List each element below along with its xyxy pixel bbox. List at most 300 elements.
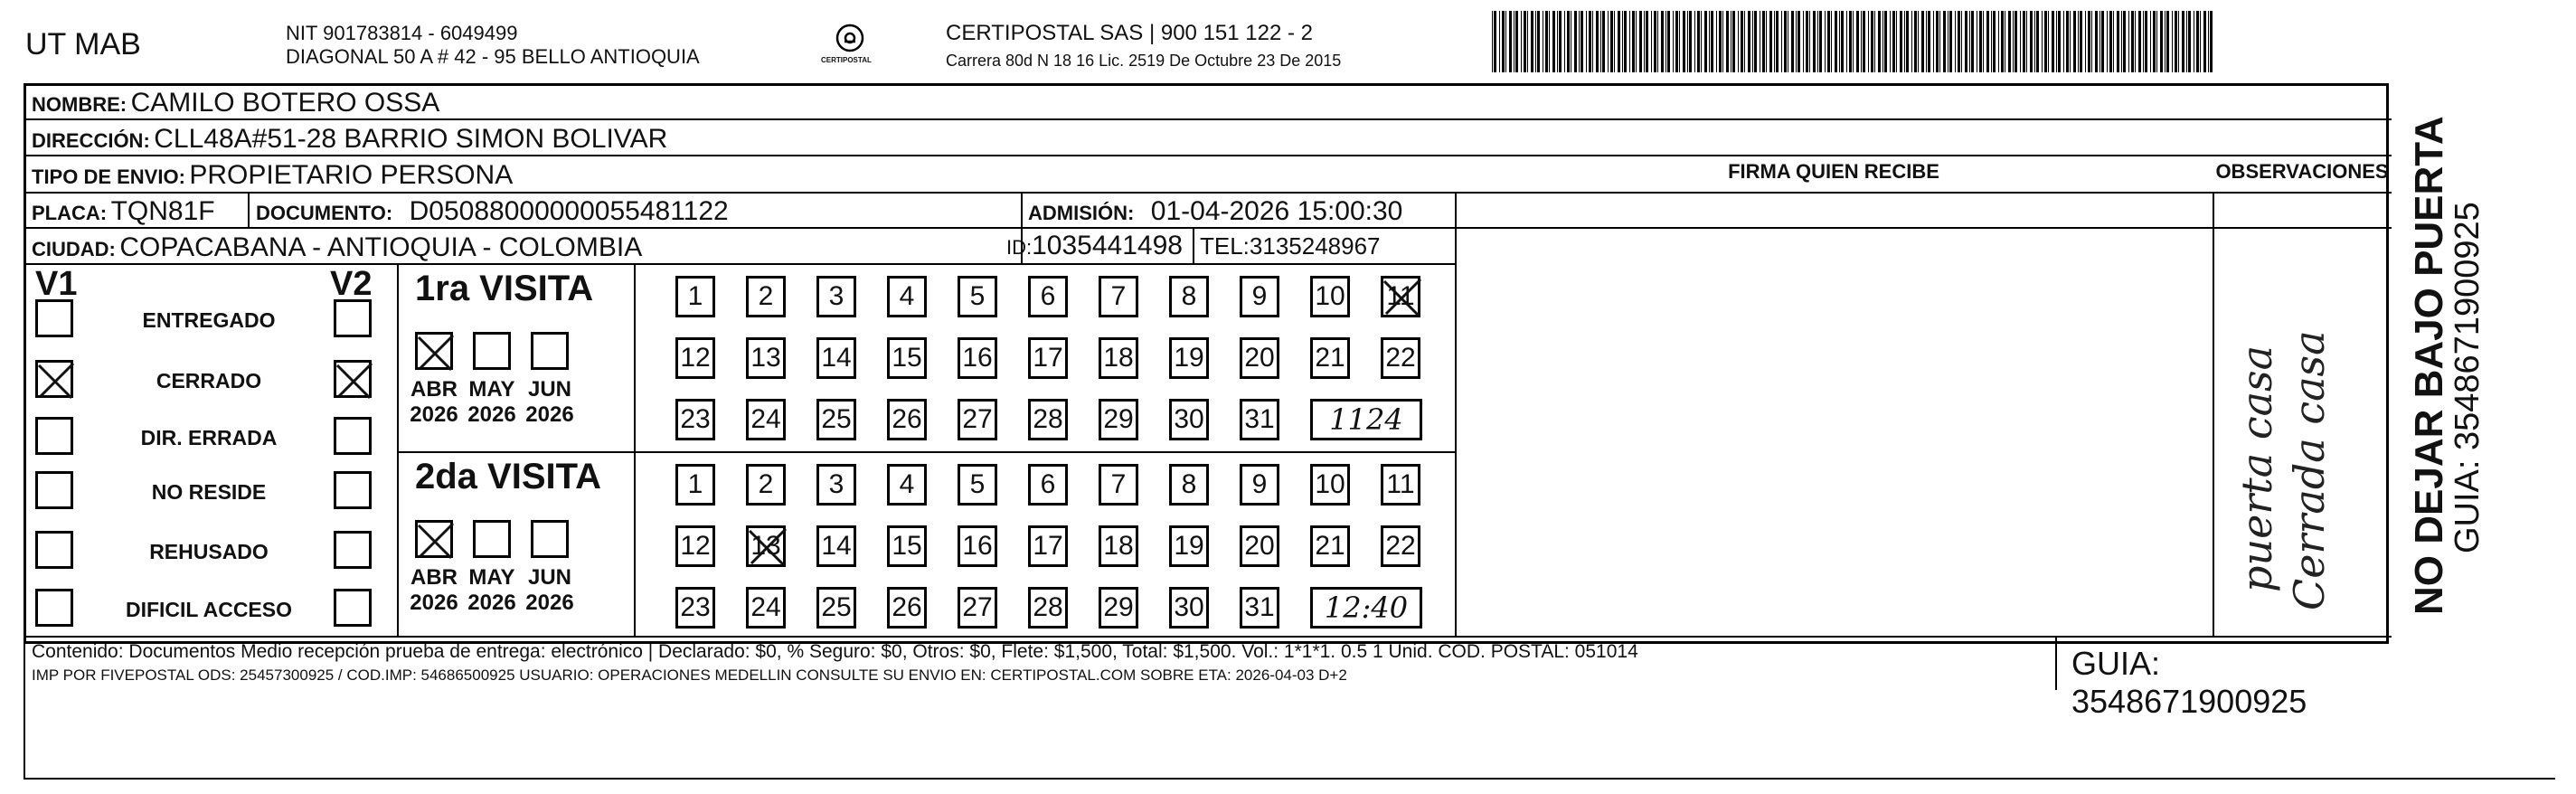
barcode-bar: [2101, 11, 2104, 72]
barcode-bar: [2203, 11, 2206, 72]
month-label: [518, 377, 581, 428]
month-name: ABR: [410, 565, 458, 590]
barcode-bar: [2088, 11, 2090, 72]
day-box[interactable]: 14: [816, 337, 856, 379]
barcode-bar: [1748, 11, 1750, 72]
v2-checkbox-entregado[interactable]: [334, 299, 372, 337]
barcode-bar: [1983, 11, 1984, 72]
status-label: ENTREGADO: [142, 308, 276, 332]
v1-checkbox-dificil-acceso[interactable]: [35, 589, 73, 627]
visit-2-time[interactable]: 12:40: [1310, 587, 1422, 629]
barcode-bar: [1878, 11, 1881, 72]
day-box[interactable]: 31: [1240, 587, 1279, 629]
barcode-bar: [1784, 11, 1787, 72]
day-box[interactable]: 20: [1240, 525, 1279, 567]
day-box[interactable]: 25: [816, 399, 856, 440]
barcode-bar: [2013, 11, 2014, 72]
ciudad-row: [32, 232, 642, 263]
barcode-bar: [1624, 11, 1627, 72]
barcode-bar: [2153, 11, 2156, 72]
day-box[interactable]: 30: [1169, 399, 1209, 440]
barcode-bar: [2121, 11, 2122, 72]
barcode-bar: [1798, 11, 1800, 72]
day-box[interactable]: 23: [675, 587, 715, 629]
day-box[interactable]: 28: [1028, 587, 1068, 629]
visit-1-month-checkbox-abr[interactable]: [415, 332, 453, 370]
month-label: [402, 377, 466, 428]
barcode-bar: [1933, 11, 1934, 72]
barcode-bar: [2095, 11, 2098, 72]
barcode-bar: [2015, 11, 2017, 72]
day-box[interactable]: 27: [958, 399, 997, 440]
barcode-bar: [1596, 11, 1599, 72]
courier-license: Carrera 80d N 18 16 Lic. 2519 De Octubre 23 De 2015: [946, 52, 1342, 70]
day-box[interactable]: 2: [746, 464, 786, 506]
barcode-bar: [1825, 11, 1826, 72]
day-box[interactable]: 30: [1169, 587, 1209, 629]
direccion-row: [32, 124, 667, 155]
day-box[interactable]: 21: [1310, 337, 1350, 379]
day-box[interactable]: 26: [887, 587, 927, 629]
barcode-bar: [2113, 11, 2114, 72]
footer-print-info: IMP POR FIVEPOSTAL ODS: 25457300925 / COD.IMP: 54686500925 USUARIO: OPERACIONES MEDELLIN CONSULTE SU ENVIO EN: CERTIPOSTAL.COM SOBRE ETA: 2026-04-03 D+2: [32, 666, 1347, 684]
barcode-bar: [2091, 11, 2092, 72]
barcode: [1492, 11, 2215, 72]
status-label: DIR. ERRADA: [140, 426, 278, 449]
barcode-bar: [1639, 11, 1642, 72]
day-box[interactable]: 27: [958, 587, 997, 629]
day-box[interactable]: 24: [746, 587, 786, 629]
barcode-bar: [1835, 11, 1837, 72]
barcode-bar: [1592, 11, 1593, 72]
barcode-bar: [1527, 11, 1528, 72]
footer-guia: GUIA: 3548671900925: [2071, 645, 2307, 720]
check-mark-icon: [415, 332, 457, 373]
barcode-bar: [2138, 11, 2141, 72]
barcode-bar: [1535, 11, 1536, 72]
barcode-bar: [1531, 11, 1533, 72]
day-box[interactable]: 24: [746, 399, 786, 440]
barcode-bar: [1632, 11, 1635, 72]
day-box[interactable]: 10: [1310, 464, 1350, 506]
day-box[interactable]: 8: [1169, 464, 1209, 506]
day-box[interactable]: 9: [1240, 276, 1279, 317]
barcode-bar: [1646, 11, 1648, 72]
barcode-bar: [2208, 11, 2209, 72]
barcode-bar: [1921, 11, 1924, 72]
day-box[interactable]: 10: [1310, 276, 1350, 317]
barcode-bar: [1683, 11, 1685, 72]
company-name: UT MAB: [25, 27, 141, 61]
barcode-bar: [1809, 11, 1810, 72]
barcode-bar: [1694, 11, 1695, 72]
barcode-bar: [2026, 11, 2027, 72]
documento-value: D05088000000055481122: [409, 196, 729, 226]
nombre-row: [32, 88, 439, 118]
day-box[interactable]: 29: [1099, 587, 1138, 629]
day-box[interactable]: 14: [816, 525, 856, 567]
barcode-bar: [2178, 11, 2179, 72]
day-box[interactable]: 2: [746, 276, 786, 317]
day-box[interactable]: 19: [1169, 337, 1209, 379]
day-box[interactable]: 12: [675, 337, 715, 379]
barcode-bar: [2056, 11, 2057, 72]
barcode-bar: [2117, 11, 2119, 72]
day-box[interactable]: 15: [887, 337, 927, 379]
barcode-bar: [1791, 11, 1794, 72]
day-box[interactable]: 16: [958, 337, 997, 379]
admision-label: ADMISIÓN:: [1028, 202, 1135, 224]
barcode-bar: [1552, 11, 1555, 72]
direccion-label: DIRECCIÓN:: [32, 129, 150, 152]
month-name: MAY: [468, 565, 515, 590]
barcode-bar: [1955, 11, 1956, 72]
barcode-bar: [1863, 11, 1865, 72]
barcode-bar: [2131, 11, 2134, 72]
barcode-bar: [1998, 11, 1999, 72]
left-rule: [24, 644, 25, 780]
barcode-bar: [2073, 11, 2076, 72]
barcode-bar: [1752, 11, 1753, 72]
barcode-bar: [2023, 11, 2025, 72]
barcode-bar: [1969, 11, 1970, 72]
day-box[interactable]: 18: [1099, 525, 1138, 567]
barcode-bar: [1515, 11, 1518, 72]
barcode-bar: [1636, 11, 1637, 72]
courier-info: [946, 20, 1341, 74]
visit-2-month-checkbox-may[interactable]: [473, 520, 511, 558]
day-box[interactable]: 4: [887, 276, 927, 317]
day-box[interactable]: 21: [1310, 525, 1350, 567]
barcode-bar: [1509, 11, 1512, 72]
barcode-bar: [1874, 11, 1875, 72]
barcode-bar: [1697, 11, 1700, 72]
month-name: MAY: [468, 377, 515, 402]
tipo-value: PROPIETARIO PERSONA: [189, 160, 514, 190]
day-box[interactable]: 1: [675, 464, 715, 506]
v1-checkbox-no-reside[interactable]: [35, 471, 73, 509]
barcode-bar: [2165, 11, 2166, 72]
barcode-bar: [1709, 11, 1710, 72]
placa-row: [32, 196, 215, 227]
footer-content: Contenido: Documentos Medio recepción prueba de entrega: electrónico | Declarado: $0, % Seguro: $0, Otros: $0, Flete: $1,500, Total: $1,500. Vol.: 1*1*1. 0.5 1 Unid. COD. POSTAL: 051014: [32, 641, 1638, 662]
month-label: [402, 565, 466, 616]
barcode-bar: [1986, 11, 1989, 72]
id-row: [1006, 231, 1183, 261]
v1-checkbox-rehusado[interactable]: [35, 531, 73, 569]
barcode-bar: [1679, 11, 1680, 72]
barcode-bar: [1926, 11, 1927, 72]
barcode-bar: [1971, 11, 1974, 72]
documento-row: [256, 196, 729, 227]
barcode-bar: [2042, 11, 2043, 72]
barcode-bar: [1993, 11, 1996, 72]
day-box[interactable]: 29: [1099, 399, 1138, 440]
barcode-bar: [1871, 11, 1873, 72]
barcode-bar: [1732, 11, 1735, 72]
company-address: DIAGONAL 50 A # 42 - 95 BELLO ANTIOQUIA: [286, 45, 700, 68]
barcode-bar: [1936, 11, 1939, 72]
barcode-bar: [2034, 11, 2035, 72]
barcode-bar: [2030, 11, 2033, 72]
status-label: DIFICIL ACCESO: [125, 598, 292, 621]
barcode-bar: [1806, 11, 1808, 72]
visit-title-1: 1ra VISITA: [415, 269, 594, 308]
barcode-bar: [2109, 11, 2112, 72]
barcode-bar: [2156, 11, 2157, 72]
barcode-bar: [2210, 11, 2213, 72]
documento-label: DOCUMENTO:: [256, 202, 393, 224]
barcode-bar: [1991, 11, 1992, 72]
barcode-bar: [1906, 11, 1909, 72]
day-box[interactable]: 11: [1381, 464, 1420, 506]
v2-checkbox-cerrado[interactable]: [334, 360, 372, 398]
month-year: 2026: [410, 402, 458, 427]
barcode-bar: [1776, 11, 1779, 72]
barcode-bar: [1492, 11, 1493, 72]
firma-header: FIRMA QUIEN RECIBE: [1728, 160, 1939, 183]
barcode-bar: [1849, 11, 1852, 72]
barcode-bar: [1661, 11, 1664, 72]
barcode-bar: [1600, 11, 1601, 72]
barcode-bar: [1608, 11, 1609, 72]
barcode-bar: [1581, 11, 1583, 72]
barcode-bar: [1861, 11, 1862, 72]
day-box[interactable]: 3: [816, 276, 856, 317]
barcode-bar: [1701, 11, 1702, 72]
day-box[interactable]: 26: [887, 399, 927, 440]
barcode-bar: [2099, 11, 2100, 72]
barcode-bar: [1846, 11, 1847, 72]
visit-1-month-checkbox-jun[interactable]: [531, 332, 569, 370]
barcode-bar: [1602, 11, 1605, 72]
day-box[interactable]: 6: [1028, 276, 1068, 317]
barcode-bar: [2175, 11, 2177, 72]
day-box[interactable]: 31: [1240, 399, 1279, 440]
visit-2-month-checkbox-abr[interactable]: [415, 520, 453, 558]
day-box[interactable]: 4: [887, 464, 927, 506]
nombre-value: CAMILO BOTERO OSSA: [130, 88, 440, 118]
barcode-bar: [1890, 11, 1891, 72]
admision-row: [1028, 196, 1402, 227]
month-label: [460, 377, 524, 428]
v1-header: V1: [35, 265, 78, 303]
barcode-bar: [1741, 11, 1743, 72]
status-label: NO RESIDE: [151, 480, 267, 504]
tipo-label: TIPO DE ENVIO:: [32, 165, 185, 188]
day-box[interactable]: 9: [1240, 464, 1279, 506]
barcode-bar: [1589, 11, 1591, 72]
barcode-bar: [1505, 11, 1506, 72]
barcode-bar: [1654, 11, 1656, 72]
barcode-bar: [1614, 11, 1615, 72]
v2-checkbox-dir-errada[interactable]: [334, 417, 372, 455]
day-box[interactable]: 15: [887, 525, 927, 567]
ciudad-value: COPACABANA - ANTIOQUIA - COLOMBIA: [119, 232, 643, 262]
day-box[interactable]: 18: [1099, 337, 1138, 379]
day-box[interactable]: 11: [1381, 276, 1420, 317]
barcode-bar: [1644, 11, 1645, 72]
barcode-bar: [1884, 11, 1887, 72]
day-box[interactable]: 12: [675, 525, 715, 567]
day-box[interactable]: 5: [958, 464, 997, 506]
barcode-bar: [1939, 11, 1940, 72]
day-box[interactable]: 25: [816, 587, 856, 629]
v1-checkbox-entregado[interactable]: [35, 299, 73, 337]
barcode-bar: [2196, 11, 2199, 72]
day-box[interactable]: 20: [1240, 337, 1279, 379]
tel-row: [1200, 232, 1381, 260]
day-box[interactable]: 7: [1099, 464, 1138, 506]
barcode-bar: [1914, 11, 1917, 72]
day-box[interactable]: 16: [958, 525, 997, 567]
barcode-bar: [1521, 11, 1522, 72]
day-box[interactable]: 5: [958, 276, 997, 317]
barcode-bar: [2107, 11, 2108, 72]
barcode-bar: [1657, 11, 1658, 72]
month-label: [460, 565, 524, 616]
barcode-bar: [1827, 11, 1830, 72]
check-mark-icon: [746, 525, 789, 569]
barcode-bar: [1965, 11, 1967, 72]
barcode-bar: [1673, 11, 1674, 72]
day-box[interactable]: 17: [1028, 337, 1068, 379]
barcode-bar: [1499, 11, 1500, 72]
visit-1-month-checkbox-may[interactable]: [473, 332, 511, 370]
barcode-bar: [2085, 11, 2086, 72]
barcode-bar: [2020, 11, 2021, 72]
v2-checkbox-dificil-acceso[interactable]: [334, 589, 372, 627]
v2-checkbox-no-reside[interactable]: [334, 471, 372, 509]
company-nit: NIT 901783814 - 6049499: [286, 22, 518, 44]
check-mark-icon: [334, 360, 375, 402]
v1-checkbox-dir-errada[interactable]: [35, 417, 73, 455]
observaciones-header: OBSERVACIONES: [2215, 160, 2389, 183]
barcode-bar: [1726, 11, 1729, 72]
nombre-label: NOMBRE:: [32, 93, 127, 116]
barcode-bar: [1537, 11, 1540, 72]
barcode-bar: [1896, 11, 1897, 72]
month-year: 2026: [467, 591, 516, 615]
barcode-bar: [1853, 11, 1854, 72]
day-box[interactable]: 3: [816, 464, 856, 506]
day-box[interactable]: 13: [746, 337, 786, 379]
barcode-bar: [1629, 11, 1630, 72]
day-box[interactable]: 7: [1099, 276, 1138, 317]
barcode-bar: [2044, 11, 2047, 72]
barcode-bar: [2058, 11, 2061, 72]
barcode-bar: [2135, 11, 2136, 72]
barcode-bar: [1667, 11, 1670, 72]
barcode-bar: [1651, 11, 1652, 72]
day-box[interactable]: 28: [1028, 399, 1068, 440]
guide-form: [24, 83, 2389, 720]
month-year: 2026: [525, 402, 574, 427]
barcode-bar: [1949, 11, 1952, 72]
month-name: JUN: [527, 377, 571, 402]
ciudad-label: CIUDAD:: [32, 238, 116, 260]
barcode-bar: [2001, 11, 2004, 72]
barcode-bar: [1819, 11, 1822, 72]
barcode-bar: [1856, 11, 1859, 72]
barcode-bar: [1762, 11, 1765, 72]
day-box[interactable]: 13: [746, 525, 786, 567]
barcode-bar: [1958, 11, 1960, 72]
barcode-bar: [2063, 11, 2064, 72]
v2-header: V2: [330, 265, 373, 303]
barcode-bar: [2166, 11, 2169, 72]
check-mark-icon: [35, 360, 77, 402]
barcode-bar: [1564, 11, 1565, 72]
barcode-bar: [2078, 11, 2079, 72]
day-box[interactable]: 19: [1169, 525, 1209, 567]
barcode-bar: [2186, 11, 2187, 72]
barcode-bar: [2188, 11, 2191, 72]
barcode-bar: [1586, 11, 1587, 72]
barcode-bar: [1928, 11, 1930, 72]
month-year: 2026: [410, 591, 458, 615]
barcode-bar: [1665, 11, 1666, 72]
barcode-bar: [2070, 11, 2071, 72]
barcode-bar: [1689, 11, 1692, 72]
barcode-bar: [2145, 11, 2147, 72]
month-name: ABR: [410, 377, 458, 402]
barcode-bar: [2036, 11, 2039, 72]
month-year: 2026: [525, 591, 574, 615]
barcode-bar: [1892, 11, 1895, 72]
observaciones-line-1: puerta casa: [2232, 345, 2281, 592]
placa-value: TQN81F: [110, 196, 215, 226]
day-box[interactable]: 6: [1028, 464, 1068, 506]
day-box[interactable]: 17: [1028, 525, 1068, 567]
barcode-bar: [1831, 11, 1832, 72]
barcode-bar: [1687, 11, 1688, 72]
v1-checkbox-cerrado[interactable]: [35, 360, 73, 398]
barcode-bar: [2080, 11, 2082, 72]
barcode-bar: [1813, 11, 1816, 72]
barcode-bar: [1769, 11, 1772, 72]
day-box[interactable]: 1: [675, 276, 715, 317]
day-box[interactable]: 8: [1169, 276, 1209, 317]
barcode-bar: [1545, 11, 1548, 72]
barcode-bar: [2172, 11, 2173, 72]
barcode-bar: [1610, 11, 1613, 72]
barcode-bar: [1494, 11, 1496, 72]
barcode-bar: [1567, 11, 1570, 72]
barcode-bar: [2052, 11, 2054, 72]
visit-1-time[interactable]: 1124: [1310, 399, 1422, 440]
day-box[interactable]: 23: [675, 399, 715, 440]
id-value: 1035441498: [1032, 231, 1183, 260]
barcode-bar: [2123, 11, 2126, 72]
day-box[interactable]: 22: [1381, 337, 1420, 379]
month-name: JUN: [527, 565, 571, 590]
barcode-bar: [2143, 11, 2144, 72]
v2-checkbox-rehusado[interactable]: [334, 531, 372, 569]
barcode-bar: [1904, 11, 1905, 72]
barcode-bar: [1716, 11, 1717, 72]
observaciones-line-2: Cerrada casa: [2285, 330, 2334, 610]
visit-2-month-checkbox-jun[interactable]: [531, 520, 569, 558]
barcode-bar: [1911, 11, 1912, 72]
barcode-bar: [1882, 11, 1883, 72]
barcode-bar: [1754, 11, 1757, 72]
day-box[interactable]: 22: [1381, 525, 1420, 567]
tel-label: TEL:: [1200, 232, 1250, 260]
direccion-value: CLL48A#51-28 BARRIO SIMON BOLIVAR: [154, 124, 668, 154]
footer-guia-box: [2055, 636, 2392, 720]
barcode-bar: [2200, 11, 2201, 72]
